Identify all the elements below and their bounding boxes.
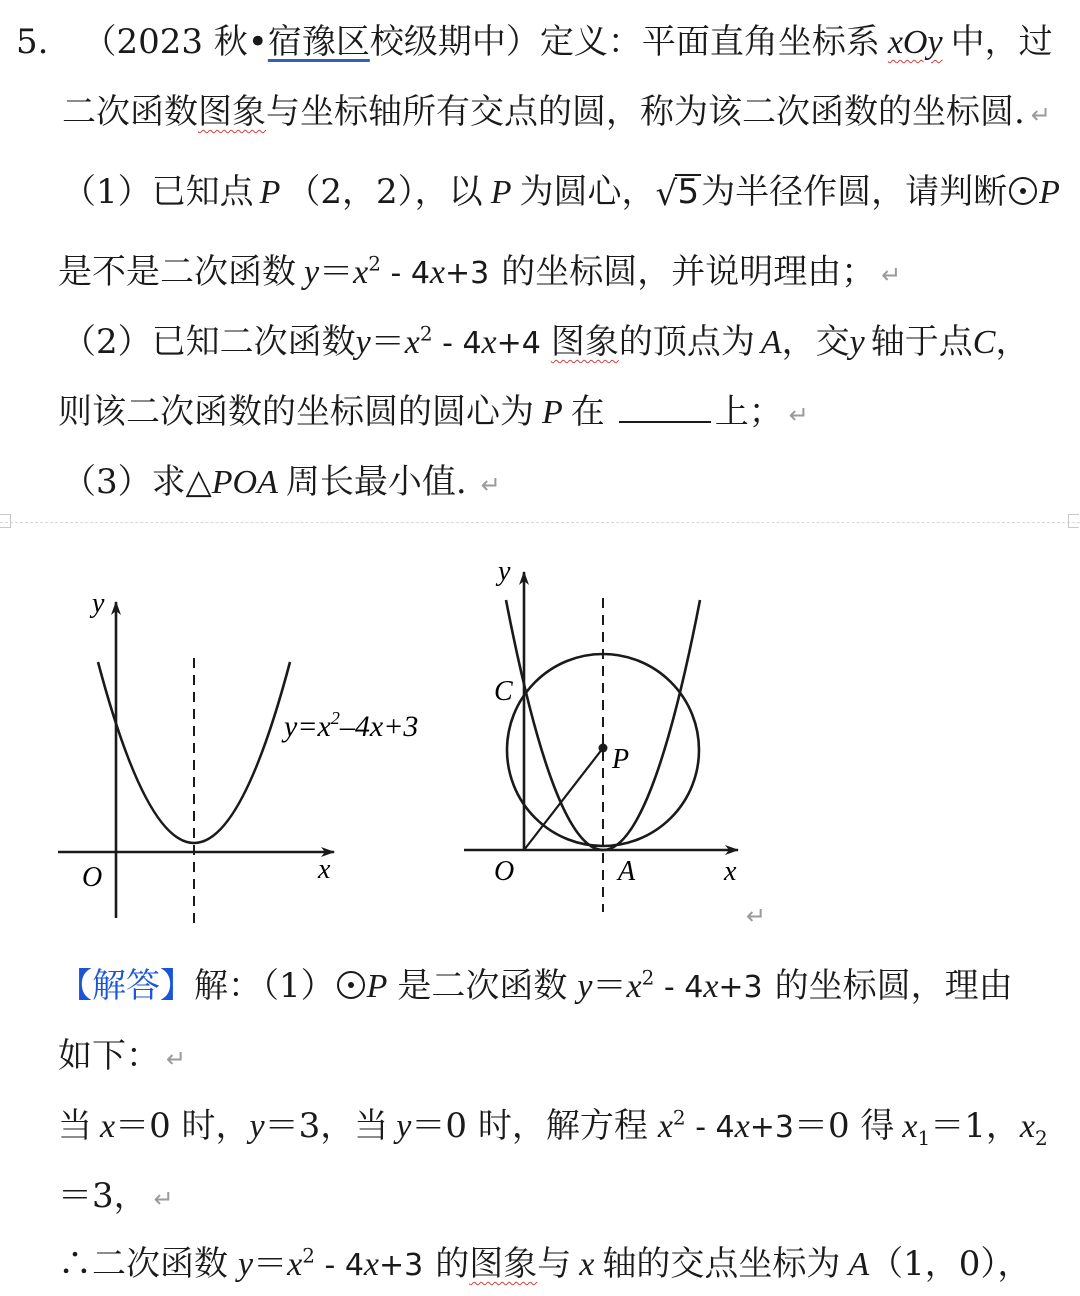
answer-blank[interactable] (619, 393, 711, 423)
left-y-label: y (92, 588, 105, 619)
answer-line-3: 当 x＝0 时，y＝3，当 y＝0 时，解方程 $x^2 - 4x+3=0$ 得 $x_1=1$，$x_2$ (58, 1105, 1048, 1150)
return-mark: ↵ (1030, 101, 1051, 129)
segment-OP (524, 748, 603, 850)
right-x-label: x (724, 856, 737, 887)
point-P-label: P (612, 744, 630, 775)
function-1: $y=x^2 - 4x+3$ (304, 251, 490, 292)
equation: $x^2 - 4x+3$ (657, 1105, 794, 1145)
circle-dot-symbol (1009, 177, 1037, 205)
answer-line-1: 【解答】解：（1） P 是二次函数 $y=x^2 - 4x+3$ 的坐标圆，理由 (58, 965, 1013, 1006)
point-P (599, 744, 608, 753)
part1-line-1: （1）已知点 P （2，2），以 P 为圆心， √ 5为半径作圆，请判断 P (62, 172, 1060, 214)
circle-dot-symbol (337, 971, 365, 999)
left-curve-label: $y=x^2-4x+3$ (284, 708, 419, 743)
figures (0, 540, 1080, 960)
problem-source: （2023 秋•宿豫区校级期中） (82, 22, 540, 62)
function-2: $y=x^2 - 4x+4$ (355, 321, 541, 362)
answer-line-4: ＝3， ↵ (58, 1176, 174, 1216)
part1-line-2: 是不是二次函数 $y=x^2 - 4x+3$ 的坐标圆，并说明理由； ↵ (58, 251, 902, 292)
function-1-answer: $y=x^2 - 4x+3$ (577, 965, 763, 1006)
part2-line-2: 则该二次函数的坐标圆的圆心为 P 在 上； ↵ (58, 392, 809, 432)
left-x-label: x (318, 854, 331, 885)
function-1-answer-2: $y=x^2 - 4x+3$ (238, 1243, 424, 1284)
sqrt-five: √ 5 (655, 172, 700, 214)
xoy-term: xOy (887, 24, 943, 61)
answer-line-5: ∴二次函数 $y=x^2 - 4x+3$ 的图象与 x 轴的交点坐标为 A（1，0）， (58, 1243, 1032, 1284)
part3-line: （3）求△POA 周长最小值. ↵ (62, 462, 501, 502)
answer-heading: 【解答】 (58, 966, 194, 1006)
problem-line-2: 二次函数图象与坐标轴所有交点的圆，称为该二次函数的坐标圆. ↵ (62, 92, 1051, 132)
page-corner-mark (1068, 514, 1079, 528)
figure-return-mark: ↵ (746, 902, 767, 930)
point-C-label: C (494, 676, 513, 707)
right-origin-label: O (494, 856, 515, 887)
part2-line-1: （2）已知二次函数$y=x^2 - 4x+4$ 图象的顶点为 A，交y 轴于点C， (62, 321, 1030, 362)
page-corner-mark (0, 514, 11, 528)
point-A-label: A (618, 856, 636, 887)
right-y-label: y (498, 556, 511, 587)
answer-line-2: 如下： ↵ (58, 1036, 187, 1076)
radical-sign: √ (655, 174, 678, 214)
left-origin-label: O (82, 862, 103, 893)
problem-number: 5. (16, 22, 49, 62)
page-divider (0, 522, 1080, 523)
problem-line-1: 5. （2023 秋•宿豫区校级期中）定义：平面直角坐标系 xOy 中，过 (16, 22, 1053, 62)
